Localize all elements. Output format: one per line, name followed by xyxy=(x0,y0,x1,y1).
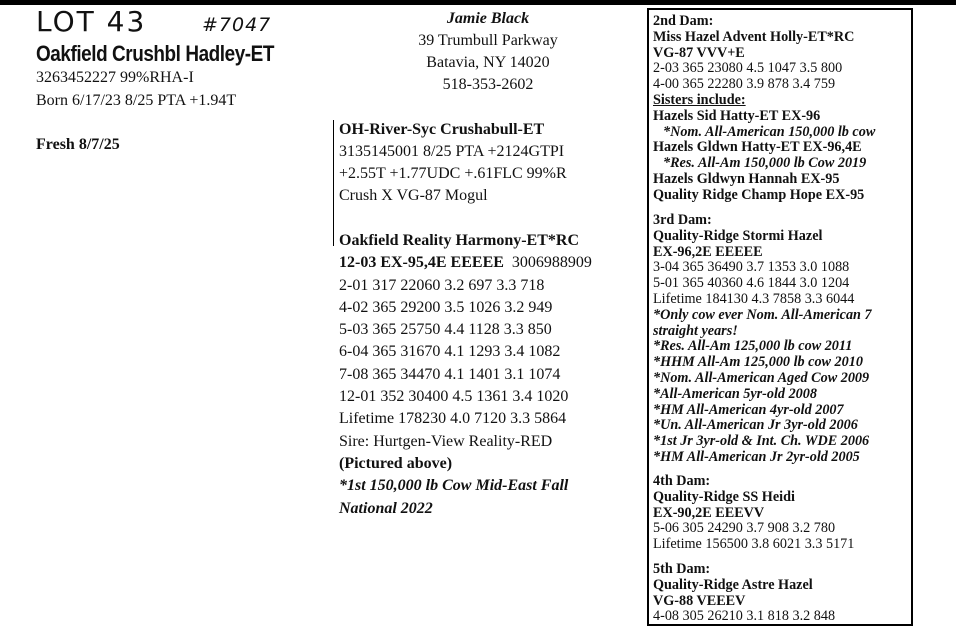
dam-record: 12-01 352 30400 4.5 1361 3.4 1020 xyxy=(339,388,569,406)
third-dam-record: 3-04 365 36490 3.7 1353 3.0 1088 xyxy=(653,259,850,276)
fifth-dam-class: VG-88 VEEEV xyxy=(653,592,746,609)
consignor-phone: 518-353-2602 xyxy=(442,76,534,93)
sire-line: Crush X VG-87 Mogul xyxy=(339,187,488,204)
dam-record: 7-08 365 34470 4.1 1401 3.1 1074 xyxy=(339,365,561,383)
fourth-dam-section xyxy=(653,474,854,553)
birth-info: Born 6/17/23 8/25 PTA +1.94T xyxy=(36,92,237,109)
third-dam-award: *Only cow ever Nom. All-American 7 xyxy=(653,306,872,323)
dam-sire: Sire: Hurtgen-View Reality-RED xyxy=(339,432,553,450)
consignor-address-1: 39 Trumbull Parkway xyxy=(418,32,558,49)
sister-name: Hazels Sid Hatty-ET EX-96 xyxy=(653,107,821,124)
dam-award: National 2022 xyxy=(339,499,433,517)
pedigree-bracket xyxy=(333,120,334,246)
lot-number: #7047 xyxy=(202,14,272,36)
dam-pictured: (Pictured above) xyxy=(339,454,453,472)
sire-line: 3135145001 8/25 PTA +2124GTPI xyxy=(339,143,565,160)
third-dam-award: *Res. All-Am 125,000 lb cow 2011 xyxy=(653,338,853,355)
third-dam-award: *All-American 5yr-old 2008 xyxy=(653,385,817,402)
dam-name: Oakfield Reality Harmony-ET*RC xyxy=(339,232,579,249)
fourth-dam-name: Quality-Ridge SS Heidi xyxy=(653,488,795,505)
third-dam-award: *1st Jr 3yr-old & Int. Ch. WDE 2006 xyxy=(653,433,870,450)
animal-name: Oakfield Crushbl Hadley-ET xyxy=(36,41,274,66)
sire-block xyxy=(339,119,567,207)
second-dam-name: Miss Hazel Advent Holly-ET*RC xyxy=(653,28,855,45)
third-dam-award: straight years! xyxy=(653,322,738,339)
dam-record: 4-02 365 29200 3.5 1026 3.2 949 xyxy=(339,298,553,316)
third-dam-award: *HM All-American Jr 2yr-old 2005 xyxy=(653,448,860,465)
third-dam-award: *HM All-American 4yr-old 2007 xyxy=(653,401,844,418)
sister-name: Hazels Gldwyn Hannah EX-95 xyxy=(653,170,840,187)
consignor-block xyxy=(388,8,588,96)
fourth-dam-heading: 4th Dam: xyxy=(653,473,711,489)
sister-note: *Nom. All-American 150,000 lb cow xyxy=(663,123,876,140)
second-dam-heading: 2nd Dam: xyxy=(653,13,714,29)
consignor-name: Jamie Black xyxy=(446,10,530,27)
fifth-dam-name: Quality-Ridge Astre Hazel xyxy=(653,576,813,593)
third-dam-award: *Nom. All-American Aged Cow 2009 xyxy=(653,369,870,386)
sisters-heading: Sisters include: xyxy=(653,91,746,108)
fifth-dam-record: 4-08 305 26210 3.1 818 3.2 848 xyxy=(653,608,836,625)
fresh-date: Fresh 8/7/25 xyxy=(36,136,120,153)
fourth-dam-record: Lifetime 156500 3.8 6021 3.3 5171 xyxy=(653,536,855,553)
dam-classification: 12-03 EX-95,4E EEEEE xyxy=(339,254,504,272)
second-dam-section xyxy=(653,14,875,204)
sire-name: OH-River-Syc Crushabull-ET xyxy=(339,121,545,138)
fifth-dam-heading: 5th Dam: xyxy=(653,561,711,577)
second-dam-record: 2-03 365 23080 4.5 1047 3.5 800 xyxy=(653,60,843,77)
third-dam-class: EX-96,2E EEEEE xyxy=(653,243,763,260)
sire-line: +2.55T +1.77UDC +.61FLC 99%R xyxy=(339,165,567,182)
lot-label: LOT 43 xyxy=(36,5,147,38)
dam-block xyxy=(339,230,592,520)
third-dam-award: *Un. All-American Jr 3yr-old 2006 xyxy=(653,417,858,434)
sister-name: Hazels Gldwn Hatty-ET EX-96,4E xyxy=(653,139,862,156)
third-dam-award: *HHM All-Am 125,000 lb cow 2010 xyxy=(653,354,863,371)
dam-record: 6-04 365 31670 4.1 1293 3.4 1082 xyxy=(339,343,561,361)
third-dam-heading: 3rd Dam: xyxy=(653,212,712,228)
fifth-dam-section xyxy=(653,562,835,625)
second-dam-class: VG-87 VVV+E xyxy=(653,44,745,61)
dam-record: 5-03 365 25750 4.4 1128 3.3 850 xyxy=(339,321,552,339)
dam-award: *1st 150,000 lb Cow Mid-East Fall xyxy=(339,477,569,495)
consignor-address-2: Batavia, NY 14020 xyxy=(426,54,550,71)
dam-record: Lifetime 178230 4.0 7120 3.3 5864 xyxy=(339,410,567,428)
fourth-dam-class: EX-90,2E EEEVV xyxy=(653,504,765,521)
fourth-dam-record: 5-06 305 24290 3.7 908 3.2 780 xyxy=(653,520,836,537)
sister-note: *Res. All-Am 150,000 lb Cow 2019 xyxy=(663,155,867,172)
sister-name: Quality Ridge Champ Hope EX-95 xyxy=(653,186,865,203)
dam-record: 2-01 317 22060 3.2 697 3.3 718 xyxy=(339,276,545,294)
third-dam-record: Lifetime 184130 4.3 7858 3.3 6044 xyxy=(653,290,855,307)
dam-classification-line xyxy=(339,252,592,274)
third-dam-name: Quality-Ridge Stormi Hazel xyxy=(653,227,823,244)
registration-info: 3263452227 99%RHA-I xyxy=(36,69,194,86)
third-dam-record: 5-01 365 40360 4.6 1844 3.0 1204 xyxy=(653,275,850,292)
third-dam-section xyxy=(653,213,872,466)
second-dam-record: 4-00 365 22280 3.9 878 3.4 759 xyxy=(653,76,836,93)
dam-registration: 3006988909 xyxy=(511,254,592,272)
